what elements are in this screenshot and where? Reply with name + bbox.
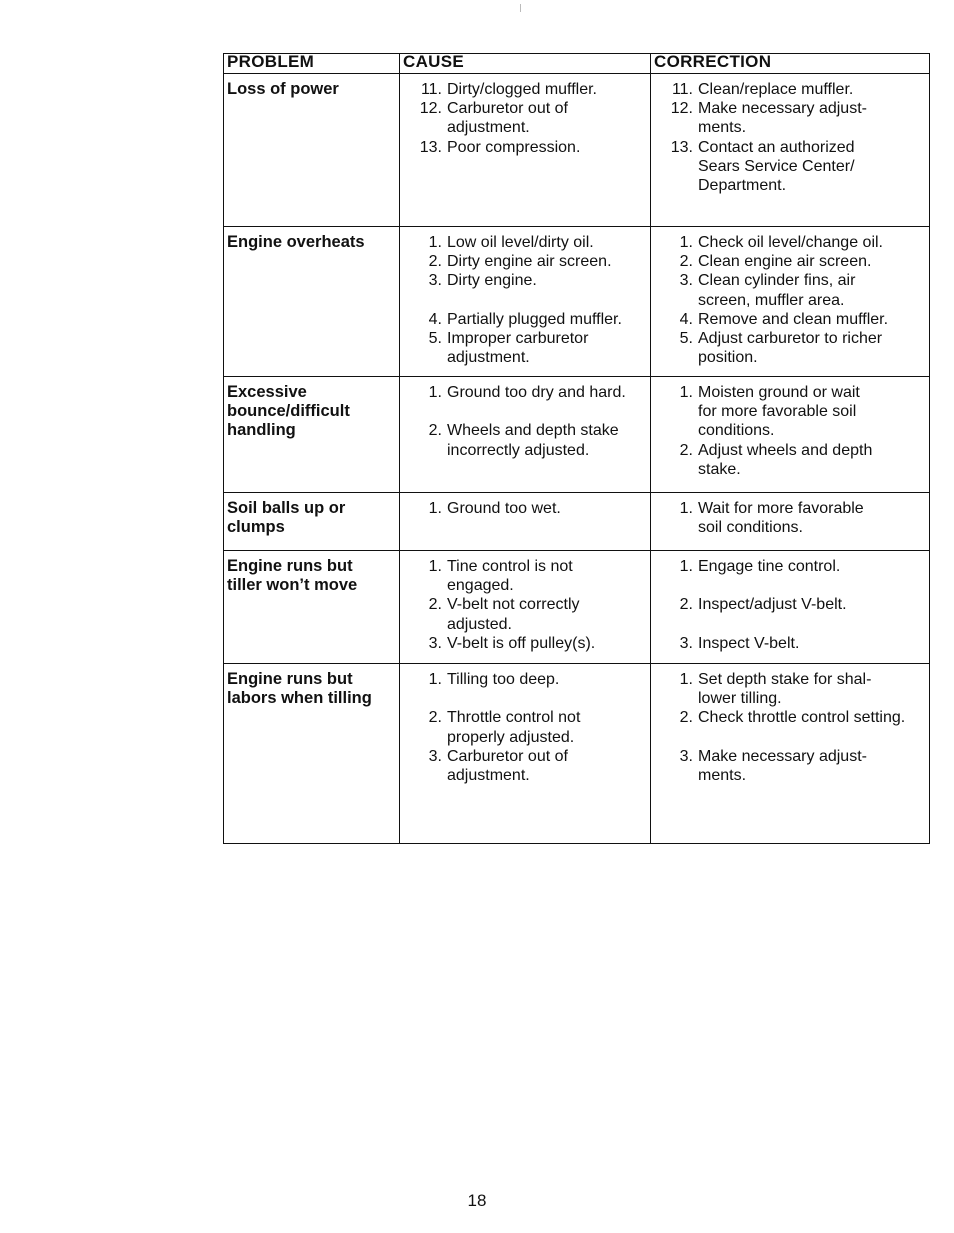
correction-text: Set depth stake for shal- lower tilling. — [698, 671, 872, 708]
table-row — [224, 664, 930, 844]
correction-text: Make necessary adjust- ments. — [698, 100, 867, 137]
cause-number: 2. — [428, 253, 442, 271]
cause-cell — [400, 377, 651, 493]
correction-item — [651, 383, 929, 441]
correction-number: 12. — [670, 100, 693, 118]
cause-number: 1. — [428, 558, 442, 575]
cause-text: Poor compression. — [447, 138, 581, 156]
cause-text: Dirty engine. — [447, 272, 537, 290]
cause-cell — [400, 551, 651, 664]
correction-number: 11. — [671, 81, 693, 98]
correction-text: Moisten ground or wait for more favorable soil conditions. — [698, 384, 860, 440]
correction-cell — [651, 227, 930, 377]
correction-item — [651, 80, 929, 99]
correction-number: 2. — [679, 441, 693, 459]
cause-number: 1. — [428, 384, 442, 401]
correction-item — [651, 441, 929, 479]
correction-number: 1. — [679, 558, 693, 575]
problem-text: Engine overheats — [227, 233, 365, 251]
cause-item — [400, 80, 650, 99]
cause-item — [400, 310, 650, 329]
spacer — [651, 576, 929, 595]
correction-text: Contact an authorized Sears Service Center/ Department. — [698, 138, 855, 195]
cause-cell — [400, 664, 651, 844]
correction-item — [651, 310, 929, 329]
correction-number: 2. — [679, 596, 693, 614]
cause-item — [400, 670, 650, 689]
cause-text: Partially plugged muffler. — [447, 310, 622, 328]
problem-text: Engine runs but labors when tilling — [227, 670, 372, 707]
correction-number: 2. — [679, 709, 693, 727]
scan-mark — [520, 4, 521, 12]
correction-number: 1. — [679, 384, 693, 401]
header-cause: CAUSE — [400, 54, 651, 74]
cause-item — [400, 138, 650, 157]
cause-number: 4. — [428, 310, 442, 328]
cause-item — [400, 383, 650, 402]
correction-text: Remove and clean muffler. — [698, 310, 889, 328]
cause-number: 1. — [428, 234, 442, 251]
correction-item — [651, 708, 929, 727]
spacer — [400, 291, 650, 310]
correction-item — [651, 557, 929, 576]
table-row — [224, 227, 930, 377]
correction-number: 1. — [679, 671, 693, 688]
correction-item — [651, 99, 929, 137]
correction-text: Engage tine control. — [698, 558, 841, 575]
header-problem: PROBLEM — [224, 54, 400, 74]
cause-text: Carburetor out of adjustment. — [447, 747, 568, 784]
table-header-row — [224, 54, 930, 74]
cause-text: Wheels and depth stake incorrectly adjusted. — [447, 422, 619, 459]
correction-item — [651, 233, 929, 252]
correction-item — [651, 634, 929, 653]
correction-cell — [651, 664, 930, 844]
correction-number: 13. — [670, 138, 693, 156]
cause-item — [400, 99, 650, 137]
correction-number: 3. — [679, 747, 693, 765]
problem-cell — [224, 227, 400, 377]
cause-text: Carburetor out of adjustment. — [447, 100, 568, 137]
correction-text: Clean cylinder fins, air screen, muffler area. — [698, 272, 856, 309]
spacer — [400, 689, 650, 708]
correction-cell — [651, 551, 930, 664]
cause-item — [400, 708, 650, 746]
cause-text: Low oil level/dirty oil. — [447, 234, 594, 251]
correction-item — [651, 499, 929, 537]
cause-text: Throttle control not properly adjusted. — [447, 709, 581, 746]
spacer — [651, 615, 929, 634]
problem-text: Loss of power — [227, 80, 339, 98]
table-row — [224, 74, 930, 227]
spacer — [400, 402, 650, 421]
cause-number: 11. — [420, 81, 442, 98]
cause-number: 3. — [428, 272, 442, 290]
cause-number: 3. — [428, 747, 442, 765]
problem-cell — [224, 377, 400, 493]
troubleshooting-table — [223, 53, 930, 844]
correction-text: Inspect/adjust V-belt. — [698, 596, 847, 614]
table-row — [224, 551, 930, 664]
cause-number: 3. — [428, 634, 442, 652]
correction-text: Adjust wheels and depth stake. — [698, 441, 873, 478]
cause-cell — [400, 227, 651, 377]
correction-text: Adjust carburetor to richer position. — [698, 330, 883, 367]
problem-cell — [224, 493, 400, 551]
cause-text: V-belt not correctly adjusted. — [447, 596, 580, 633]
correction-text: Make necessary adjust- ments. — [698, 747, 867, 784]
problem-text: Engine runs but tiller won’t move — [227, 557, 358, 594]
cause-text: Improper carburetor adjustment. — [447, 330, 589, 367]
correction-text: Clean engine air screen. — [698, 253, 872, 271]
correction-item — [651, 747, 929, 785]
problem-cell — [224, 551, 400, 664]
cause-number: 2. — [428, 709, 442, 727]
cause-cell — [400, 493, 651, 551]
cause-item — [400, 634, 650, 653]
correction-item — [651, 329, 929, 367]
cause-number: 12. — [419, 100, 442, 118]
cause-number: 2. — [428, 596, 442, 614]
correction-text: Check throttle control setting. — [698, 709, 906, 727]
cause-item — [400, 421, 650, 459]
correction-text: Clean/replace muffler. — [698, 81, 854, 98]
cause-text: Ground too dry and hard. — [447, 384, 626, 401]
problem-text: Soil balls up or clumps — [227, 499, 346, 536]
correction-text: Check oil level/change oil. — [698, 234, 883, 251]
cause-number: 2. — [428, 422, 442, 440]
table-row — [224, 377, 930, 493]
correction-number: 1. — [679, 234, 693, 251]
cause-text: Dirty engine air screen. — [447, 253, 612, 271]
cause-text: Ground too wet. — [447, 500, 561, 517]
page-number: 18 — [467, 1191, 487, 1210]
cause-item — [400, 329, 650, 367]
cause-number: 13. — [419, 138, 442, 156]
problem-cell — [224, 74, 400, 227]
correction-number: 4. — [679, 310, 693, 328]
cause-item — [400, 233, 650, 252]
cause-item — [400, 499, 650, 518]
problem-text: Excessive bounce/difficult handling — [227, 383, 350, 439]
correction-item — [651, 138, 929, 196]
cause-number: 1. — [428, 500, 442, 517]
correction-item — [651, 670, 929, 708]
correction-cell — [651, 377, 930, 493]
correction-item — [651, 271, 929, 309]
table-row — [224, 493, 930, 551]
correction-item — [651, 595, 929, 614]
correction-item — [651, 252, 929, 271]
correction-number: 3. — [679, 272, 693, 290]
header-correction: CORRECTION — [651, 54, 930, 74]
cause-item — [400, 747, 650, 785]
cause-item — [400, 271, 650, 290]
cause-item — [400, 252, 650, 271]
problem-cell — [224, 664, 400, 844]
cause-text: Tilling too deep. — [447, 671, 560, 688]
cause-text: Dirty/clogged muffler. — [447, 81, 597, 98]
cause-item — [400, 557, 650, 595]
cause-text: V-belt is off pulley(s). — [447, 634, 596, 652]
cause-number: 1. — [428, 671, 442, 688]
spacer — [651, 728, 929, 747]
correction-text: Wait for more favorable soil conditions. — [698, 500, 864, 537]
correction-cell — [651, 493, 930, 551]
table-body — [224, 74, 930, 844]
correction-cell — [651, 74, 930, 227]
correction-number: 5. — [679, 330, 693, 348]
correction-number: 3. — [679, 634, 693, 652]
cause-number: 5. — [428, 330, 442, 347]
cause-cell — [400, 74, 651, 227]
cause-item — [400, 595, 650, 633]
correction-text: Inspect V-belt. — [698, 634, 800, 652]
correction-number: 1. — [679, 500, 693, 517]
correction-number: 2. — [679, 253, 693, 271]
cause-text: Tine control is not engaged. — [447, 558, 573, 595]
